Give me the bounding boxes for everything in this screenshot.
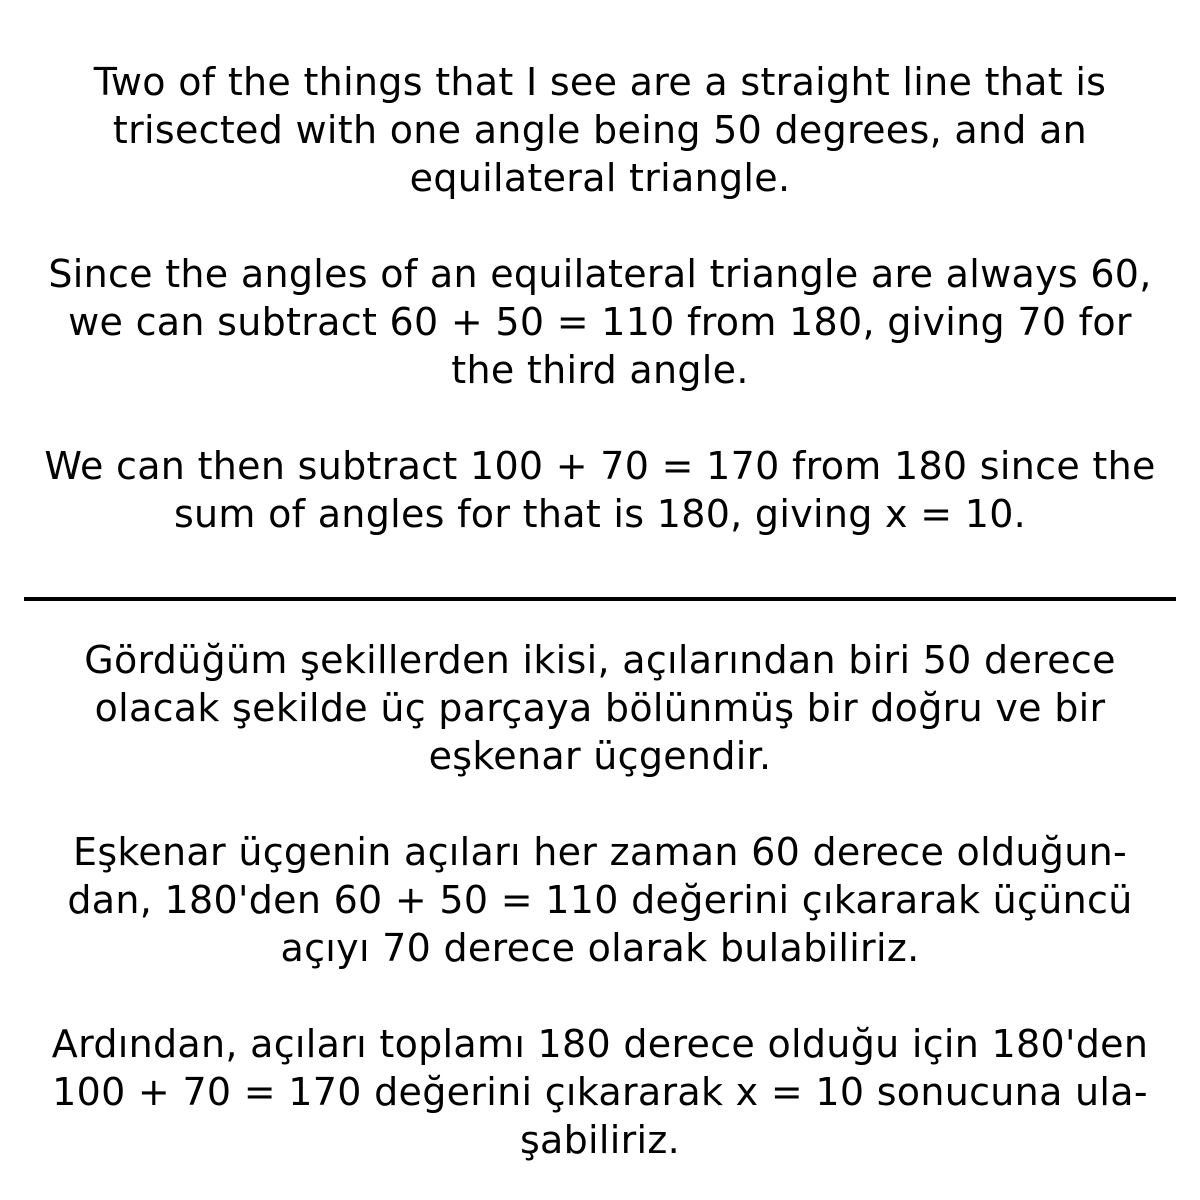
turkish-paragraph-1 — [20, 636, 1180, 780]
english-explanation — [20, 58, 1180, 538]
text-line: Two of the things that I see are a straight line that is — [93, 60, 1107, 104]
text-line: şabiliriz. — [519, 1118, 681, 1162]
text-line: 100 + 70 = 170 değerini çıkararak x = 10 sonucuna ula- — [52, 1070, 1148, 1114]
text-line: olacak şekilde üç parçaya bölünmüş bir doğru ve bir — [94, 686, 1106, 730]
text-line: açıyı 70 derece olarak bulabiliriz. — [280, 926, 920, 970]
text-line: sum of angles for that is 180, giving x = 10. — [173, 492, 1027, 536]
text-line: we can subtract 60 + 50 = 110 from 180, giving 70 for — [68, 300, 1132, 344]
english-paragraph-3 — [20, 442, 1180, 538]
text-line: equilateral triangle. — [409, 156, 791, 200]
turkish-explanation — [20, 636, 1180, 1164]
section-divider — [24, 597, 1176, 601]
text-line: Since the angles of an equilateral triangle are always 60, — [48, 252, 1152, 296]
english-paragraph-1 — [20, 58, 1180, 202]
english-paragraph-2 — [20, 250, 1180, 394]
text-line: the third angle. — [451, 348, 749, 392]
turkish-paragraph-2 — [20, 828, 1180, 972]
text-line: dan, 180'den 60 + 50 = 110 değerini çıkararak üçüncü — [67, 878, 1133, 922]
text-line: trisected with one angle being 50 degrees, and an — [112, 108, 1088, 152]
text-line: Eşkenar üçgenin açıları her zaman 60 derece olduğun- — [73, 830, 1127, 874]
text-line: Gördüğüm şekillerden ikisi, açılarından biri 50 derece — [84, 638, 1116, 682]
text-line: eşkenar üçgendir. — [428, 734, 772, 778]
text-line: Ardından, açıları toplamı 180 derece olduğu için 180'den — [51, 1022, 1149, 1066]
text-line: We can then subtract 100 + 70 = 170 from 180 since the — [44, 444, 1156, 488]
turkish-paragraph-3 — [20, 1020, 1180, 1164]
